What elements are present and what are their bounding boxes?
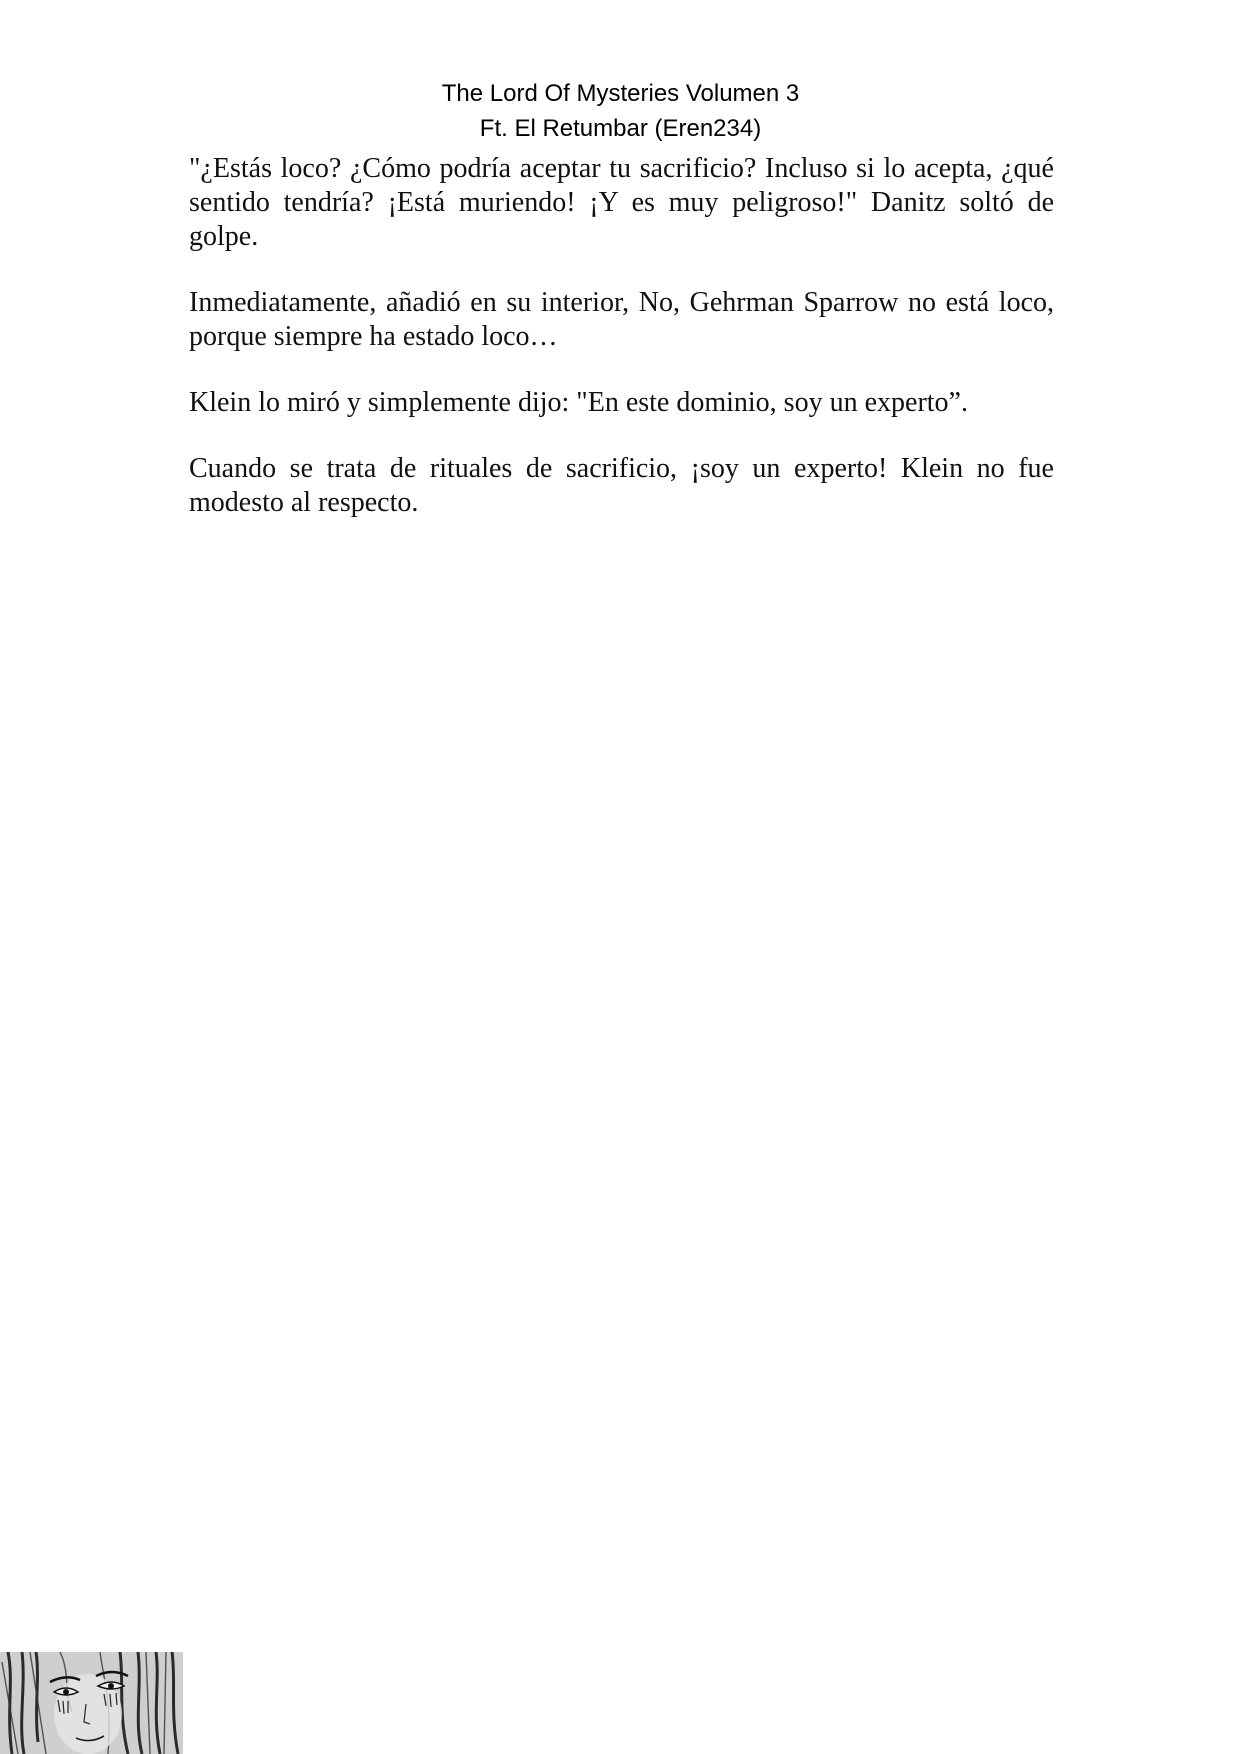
sketch-face-image <box>0 1652 183 1754</box>
paragraph: Klein lo miró y simplemente dijo: "En este dominio, soy un experto”. <box>189 387 968 418</box>
header-credit: Ft. El Retumbar (Eren234) <box>479 115 762 142</box>
paragraph: "¿Estás loco? ¿Cómo podría aceptar tu sacrificio? Incluso si lo acepta, ¿qué sentido tendría? ¡Está muriendo! ¡Y es muy peligroso!" Danitz soltó de golpe. <box>189 153 1054 252</box>
paragraph: Cuando se trata de rituales de sacrificio, ¡soy un experto! Klein no fue modesto al respecto. <box>189 453 1054 518</box>
corner-illustration <box>0 1652 183 1754</box>
body-text <box>189 152 1054 552</box>
paragraph: Inmediatamente, añadió en su interior, No, Gehrman Sparrow no está loco, porque siempre ha estado loco… <box>189 287 1054 352</box>
page-header <box>0 76 1241 146</box>
header-title: The Lord Of Mysteries Volumen 3 <box>441 80 800 107</box>
